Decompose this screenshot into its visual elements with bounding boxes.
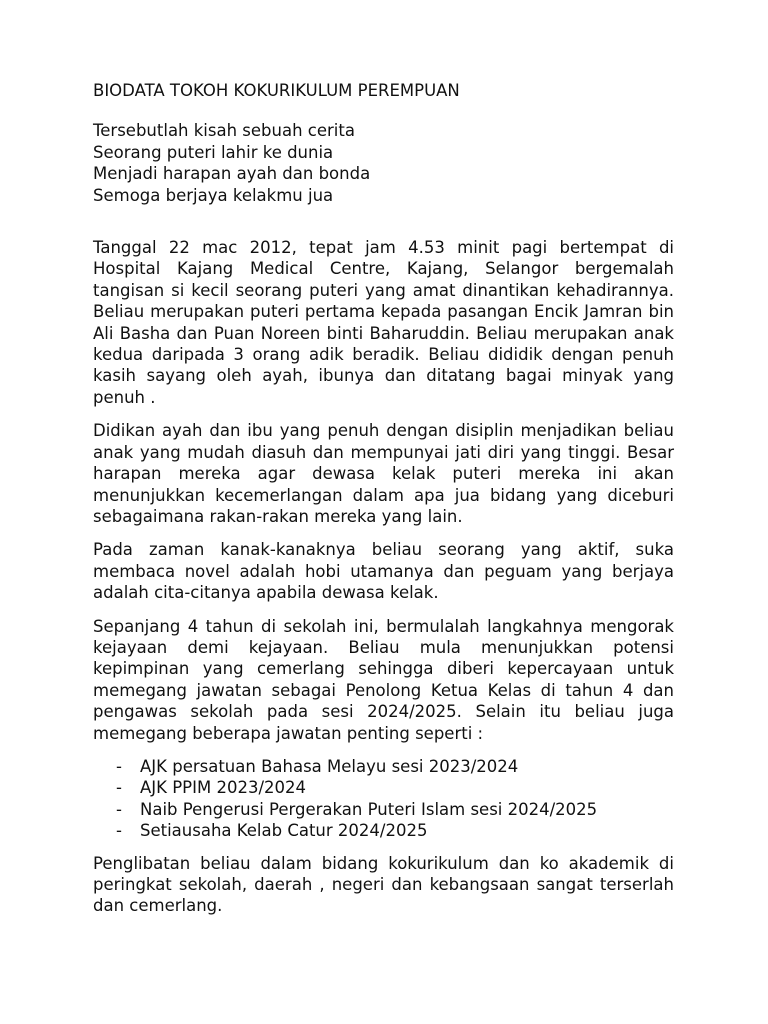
- positions-list: [93, 756, 674, 842]
- paragraph-closing: Penglibatan beliau dalam bidang kokurikulum dan ko akademik di peringkat sekolah, daerah , negeri dan kebangsaan sangat terserlah dan cemerlang.: [93, 853, 674, 916]
- document-page: [93, 80, 674, 929]
- list-item-text: AJK PPIM 2023/2024: [140, 778, 307, 798]
- poem-line: Tersebutlah kisah sebuah cerita: [93, 121, 355, 141]
- list-item: [93, 777, 674, 798]
- paragraph-school: Sepanjang 4 tahun di sekolah ini, bermulalah langkahnya mengorak kejayaan demi kejayaan. Beliau mula menunjukkan potensi kepimpinan yang cemerlang sehingga diberi kepercayaan untuk memegang jawatan sebagai Penolong Ketua Kelas di tahun 4 dan pengawas sekolah pada sesi 2024/2025. Selain itu beliau juga memegang beberapa jawatan penting seperti :: [93, 616, 674, 743]
- list-item: [93, 799, 674, 820]
- list-item: [93, 820, 674, 841]
- list-item-text: Naib Pengerusi Pergerakan Puteri Islam sesi 2024/2025: [140, 799, 598, 819]
- poem-line: Seorang puteri lahir ke dunia: [93, 142, 334, 162]
- poem-line: Menjadi harapan ayah dan bonda: [93, 164, 371, 184]
- list-marker: -: [116, 799, 122, 819]
- list-marker: -: [116, 778, 122, 798]
- list-marker: -: [116, 756, 122, 776]
- poem-stanza: [93, 120, 674, 206]
- poem-line: Semoga berjaya kelakmu jua: [93, 185, 334, 205]
- list-item-text: Setiausaha Kelab Catur 2024/2025: [140, 821, 428, 841]
- paragraph-childhood: Pada zaman kanak-kanaknya beliau seorang yang aktif, suka membaca novel adalah hobi utamanya dan peguam yang berjaya adalah cita-citanya apabila dewasa kelak.: [93, 540, 674, 603]
- paragraph-birth: Tanggal 22 mac 2012, tepat jam 4.53 minit pagi bertempat di Hospital Kajang Medical Centre, Kajang, Selangor bergemalah tangisan si kecil seorang puteri yang amat dinantikan kehadirannya. Beliau merupakan puteri pertama kepada pasangan Encik Jamran bin Ali Basha dan Puan Noreen binti Baharuddin. Beliau merupakan anak kedua daripada 3 orang adik beradik. Beliau dididik dengan penuh kasih sayang oleh ayah, ibunya dan ditatang bagai minyak yang penuh .: [93, 238, 674, 407]
- list-item-text: AJK persatuan Bahasa Melayu sesi 2023/2024: [140, 756, 519, 776]
- list-marker: -: [116, 821, 122, 841]
- document-title: BIODATA TOKOH KOKURIKULUM PEREMPUAN: [93, 81, 460, 100]
- paragraph-upbringing: Didikan ayah dan ibu yang penuh dengan disiplin menjadikan beliau anak yang mudah diasuh dan mempunyai jati diri yang tinggi. Besar harapan mereka agar dewasa kelak puteri mereka ini akan menunjukkan kecemerlangan dalam apa jua bidang yang diceburi sebagaimana rakan-rakan mereka yang lain.: [93, 421, 674, 526]
- list-item: [93, 756, 674, 777]
